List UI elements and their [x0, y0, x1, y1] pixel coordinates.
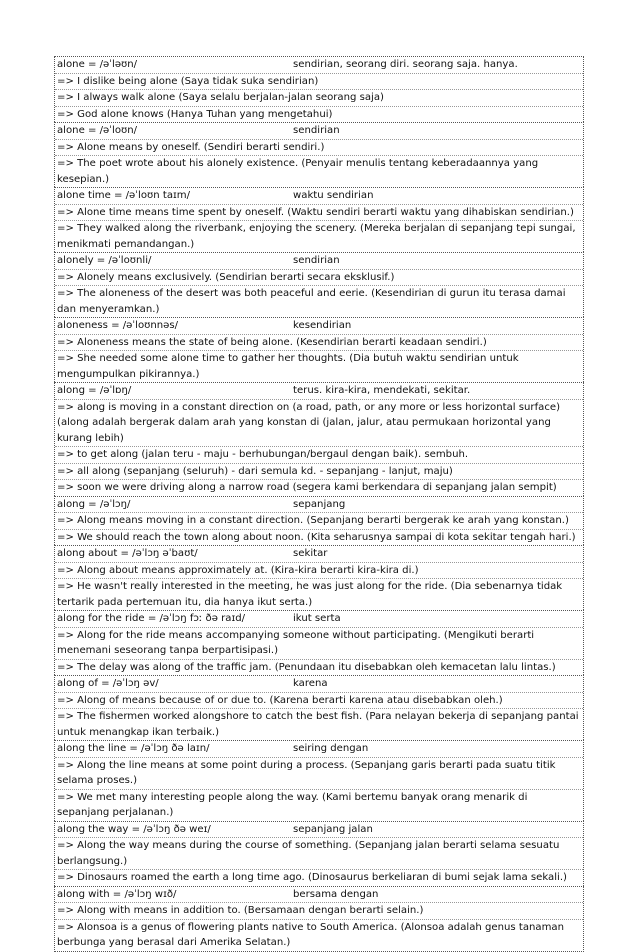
dictionary-entry — [54, 740, 584, 821]
example-line: => Aloneness means the state of being alone. (Kesendirian berarti keadaan sendiri.) — [55, 335, 583, 352]
example-line: => The aloneness of the desert was both peaceful and eerie. (Kesendirian di gurun itu terasa damai dan menyeramkan.) — [57, 288, 566, 315]
dictionary-entry — [54, 317, 584, 382]
entry-heading — [55, 676, 583, 693]
dictionary-entry — [54, 56, 584, 122]
example-line: => to get along (jalan teru - maju - berhubungan/bergaul dengan baik). sembuh. — [55, 447, 583, 464]
entry-meaning: bersama dengan — [293, 888, 379, 900]
dictionary-entry — [54, 675, 584, 740]
dictionary-entry — [54, 496, 584, 546]
example-line: => The fishermen worked alongshore to catch the best fish. (Para nelayan bekerja di sepanjang pantai untuk menangkap ikan terbaik.) — [57, 711, 579, 738]
entry-meaning: ikut serta — [293, 613, 341, 624]
entry-meaning: waktu sendirian — [293, 190, 374, 201]
dictionary-entry — [54, 382, 584, 496]
entry-heading — [55, 497, 583, 514]
dictionary-entry — [54, 821, 584, 886]
entry-meaning: terus. kira-kira, mendekati, sekitar. — [293, 385, 471, 396]
example-line: => They walked along the riverbank, enjoying the scenery. (Mereka berjalan di sepanjang tepi sungai, menikmati pemandangan.) — [57, 223, 576, 250]
example-line: => Along the way means during the course of something. (Sepanjang jalan berarti selama sesuatu berlangsung.) — [55, 838, 583, 870]
entry-meaning: sendirian, seorang diri. seorang saja. hanya. — [293, 59, 518, 70]
example-line: => I always walk alone (Saya selalu berjalan-jalan seorang saja) — [55, 90, 583, 107]
entry-term: alone = /əˈloʊn/ — [57, 125, 138, 136]
entry-meaning: sepanjang — [293, 498, 346, 510]
entry-meaning: sekitar — [293, 548, 328, 559]
example-line: => Along the line means at some point during a process. (Sepanjang garis berarti pada suatu titik selama proses.) — [55, 758, 583, 790]
dictionary-page — [54, 56, 584, 952]
example-line: => Along with means in addition to. (Bersamaan dengan berarti selain.) — [55, 903, 583, 920]
entry-meaning: sendirian — [293, 125, 340, 136]
example-line: => Alone time means time spent by oneself. (Waktu sendiri berarti waktu yang dihabiskan sendirian.) — [55, 205, 583, 222]
entry-heading — [55, 887, 583, 904]
entry-meaning: seiring dengan — [293, 743, 369, 754]
entry-heading — [55, 741, 583, 758]
entry-meaning: sendirian — [293, 255, 340, 266]
example-line: => soon we were driving along a narrow road (segera kami berkendara di sepanjang jalan sempit) — [57, 482, 557, 493]
entry-term: along for the ride = /əˈlɔŋ fɔː ðə raɪd/ — [57, 613, 246, 624]
entry-heading — [55, 123, 583, 140]
entry-heading — [55, 546, 583, 563]
example-line: => Along about means approximately at. (Kira-kira berarti kira-kira di.) — [55, 563, 583, 580]
entry-meaning: kesendirian — [293, 320, 352, 331]
example-line: => Alone means by oneself. (Sendiri berarti sendiri.) — [55, 140, 583, 157]
dictionary-entry — [54, 187, 584, 252]
entry-term: along with = /əˈlɔŋ wɪð/ — [57, 888, 177, 900]
example-line: => Along for the ride means accompanying someone without participating. (Mengikuti berarti menemani seseorang tanpa berpartisipasi.) — [55, 628, 583, 660]
example-line: => Along of means because of or due to. (Karena berarti karena atau disebabkan oleh.) — [55, 693, 583, 710]
entry-heading — [55, 188, 583, 205]
example-line: => all along (sepanjang (seluruh) - dari semula kd. - sepanjang - lanjut, maju) — [55, 464, 583, 481]
entry-heading — [55, 318, 583, 335]
entry-term: along = /əˈlɔŋ/ — [57, 498, 131, 510]
entry-term: alone time = /əˈloʊn taɪm/ — [57, 190, 190, 201]
entry-term: along about = /əˈlɔŋ əˈbaʊt/ — [57, 548, 198, 559]
example-line: => We should reach the town along about noon. (Kita seharusnya sampai di kota sekitar tengah hari.) — [57, 531, 576, 543]
entry-term: alone = /əˈləʊn/ — [57, 59, 138, 70]
entry-term: along = /əˈlɒŋ/ — [57, 385, 132, 396]
example-line: => She needed some alone time to gather her thoughts. (Dia butuh waktu sendirian untuk mengumpulkan pikirannya.) — [57, 353, 519, 380]
entry-heading — [55, 383, 583, 400]
entry-heading — [55, 611, 583, 628]
entry-term: along the way = /əˈlɔŋ ðə weɪ/ — [57, 823, 211, 835]
entry-term: along the line = /əˈlɔŋ ðə laɪn/ — [57, 743, 210, 754]
example-line: => God alone knows (Hanya Tuhan yang mengetahui) — [57, 108, 333, 120]
dictionary-entry — [54, 252, 584, 317]
dictionary-entry — [54, 610, 584, 675]
entry-heading — [55, 822, 583, 839]
example-line: => Dinosaurs roamed the earth a long time ago. (Dinosaurus berkeliaran di bumi sejak lama sekali.) — [57, 872, 567, 883]
dictionary-entry — [54, 545, 584, 610]
entry-term: aloneness = /əˈloʊnnəs/ — [57, 320, 179, 331]
entry-term: alonely = /əˈloʊnli/ — [57, 255, 152, 266]
example-line: => along is moving in a constant direction on (a road, path, or any more or less horizontal surface) (along adalah bergerak dalam arah yang konstan di (jalan, jalur, atau permukaan horizontal yang kurang lebih) — [55, 400, 583, 448]
entry-term: along of = /əˈlɔŋ əv/ — [57, 678, 159, 689]
example-line: => We met many interesting people along the way. (Kami bertemu banyak orang menarik di sepanjang perjalanan.) — [57, 791, 528, 818]
entry-heading — [55, 57, 583, 74]
entry-heading — [55, 253, 583, 270]
entry-meaning: karena — [293, 678, 328, 689]
example-line: => Alonely means exclusively. (Sendirian berarti secara eksklusif.) — [55, 270, 583, 287]
example-line: => I dislike being alone (Saya tidak suka sendirian) — [55, 74, 583, 91]
example-line: => Alonsoa is a genus of flowering plants native to South America. (Alonsoa adalah genus tanaman berbunga yang berasal dari Amerika Selatan.) — [57, 921, 565, 948]
example-line: => Along means moving in a constant direction. (Sepanjang berarti bergerak ke arah yang konstan.) — [55, 513, 583, 530]
example-line: => The delay was along of the traffic jam. (Penundaan itu disebabkan oleh kemacetan lalu lintas.) — [57, 661, 556, 673]
dictionary-entry — [54, 122, 584, 187]
entry-meaning: sepanjang jalan — [293, 823, 373, 835]
example-line: => The poet wrote about his alonely existence. (Penyair menulis tentang keberadaannya yang kesepian.) — [57, 158, 539, 185]
dictionary-entry — [54, 886, 584, 952]
example-line: => He wasn't really interested in the meeting, he was just along for the ride. (Dia sebenarnya tidak tertarik pada pertemuan itu, dia hanya ikut serta.) — [57, 581, 563, 608]
